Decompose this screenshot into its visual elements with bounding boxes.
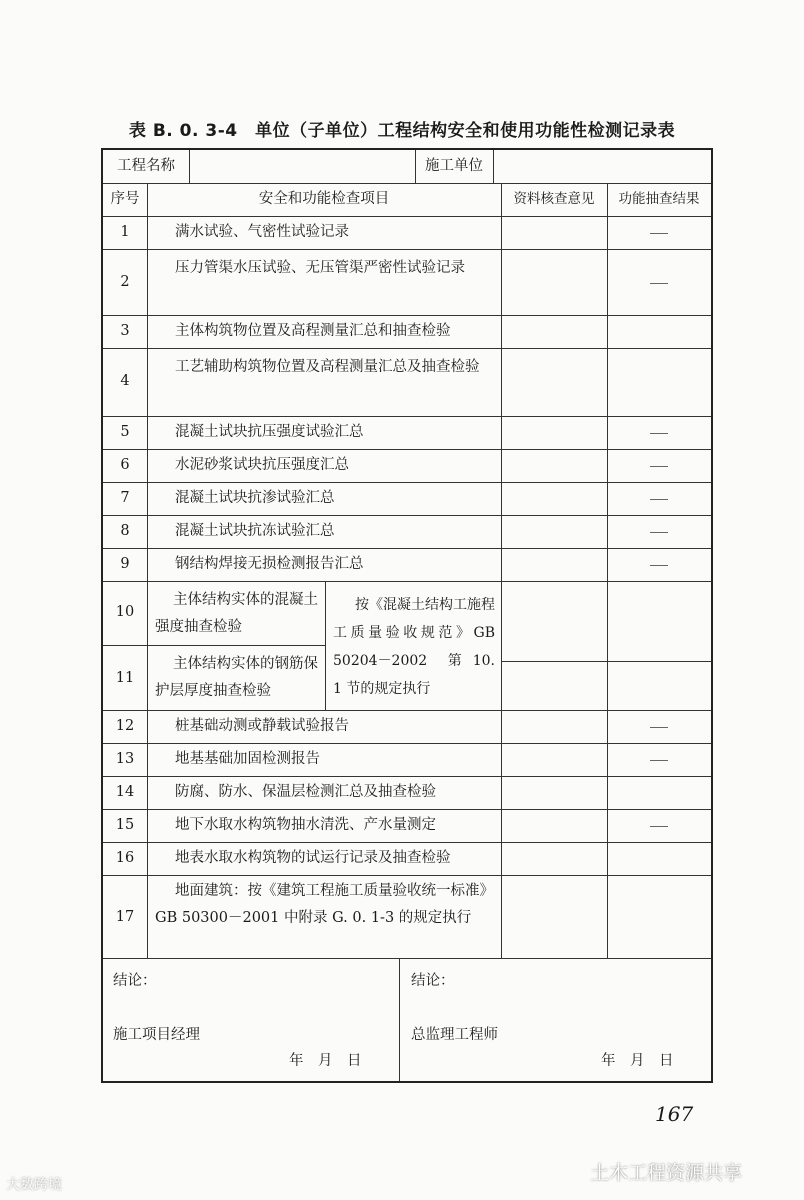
row-12-item: 桩基础动测或静载试验报告 [175, 718, 349, 734]
left-date-label: 年 月 日 [289, 1053, 362, 1069]
project-name-label: 工程名称 [117, 158, 175, 174]
right-conclusion-label: 结论： [411, 973, 455, 989]
left-conclusion-label: 结论： [113, 973, 157, 989]
row-13-dash [650, 760, 668, 761]
record-table [101, 148, 713, 1083]
col-seq-header: 序号 [110, 191, 140, 207]
row-15-no: 15 [115, 817, 135, 833]
contractor-label: 施工单位 [425, 158, 483, 174]
row-12-no: 12 [115, 718, 135, 734]
row-8-item: 混凝土试块抗冻试验汇总 [175, 523, 335, 539]
row-11-item: 主体结构实体的钢筋保护层厚度抽查检验 [155, 656, 318, 699]
row-3-no: 3 [120, 323, 130, 339]
row-7-no: 7 [120, 490, 130, 506]
row-2-no: 2 [120, 274, 130, 290]
left-signer-label: 施工项目经理 [113, 1027, 200, 1043]
row-10-item: 主体结构实体的混凝土强度抽查检验 [155, 592, 318, 635]
row-13-item: 地基基础加固检测报告 [175, 751, 320, 767]
row-6-item: 水泥砂浆试块抗压强度汇总 [175, 457, 349, 473]
right-date-label: 年 月 日 [601, 1053, 674, 1069]
right-signer-label: 总监理工程师 [411, 1027, 498, 1043]
row-8-no: 8 [120, 523, 130, 539]
col-doc-review-header: 资料核查意见 [513, 191, 595, 207]
row-5-item: 混凝土试块抗压强度试验汇总 [175, 424, 364, 440]
table-title: 表 B. 0. 3-4 单位（子单位）工程结构安全和使用功能性检测记录表 [128, 121, 676, 141]
row-9-item: 钢结构焊接无损检测报告汇总 [175, 556, 364, 572]
watermark-left: 大数跨境 [6, 1177, 62, 1193]
row-12-dash [650, 727, 668, 728]
row-16-item: 地表水取水构筑物的试运行记录及抽查检验 [175, 850, 451, 866]
row-15-item: 地下水取水构筑物抽水清洗、产水量测定 [175, 817, 436, 833]
row-17-no: 17 [115, 909, 135, 925]
row-5-no: 5 [120, 424, 130, 440]
row-16-no: 16 [115, 850, 135, 866]
row-9-dash [650, 565, 668, 566]
row-7-dash [650, 499, 668, 500]
row-4-no: 4 [120, 373, 130, 389]
row-6-dash [650, 466, 668, 467]
row-3-item: 主体构筑物位置及高程测量汇总和抽查检验 [175, 323, 451, 339]
col-item-header: 安全和功能检查项目 [258, 191, 390, 207]
row-1-item: 满水试验、气密性试验记录 [175, 224, 349, 240]
row-1-dash [650, 233, 668, 234]
row-7-item: 混凝土试块抗渗试验汇总 [175, 490, 335, 506]
row-2-dash [650, 283, 668, 284]
row-1-no: 1 [120, 224, 130, 240]
row-17-item: 地面建筑：按《建筑工程施工质量验收统一标准》GB 50300－2001 中附录 G. 0. 1-3 的规定执行 [155, 883, 494, 926]
row-9-no: 9 [120, 556, 130, 572]
row-14-no: 14 [115, 784, 135, 800]
row-13-no: 13 [115, 751, 135, 767]
row-14-item: 防腐、防水、保温层检测汇总及抽查检验 [175, 784, 436, 800]
merged-spec-note: 按《混凝土结构工施程工质量验收规范》GB 50204－2002 第 10. 1 节的规定执行 [333, 597, 509, 697]
row-4-item: 工艺辅助构筑物位置及高程测量汇总及抽查检验 [175, 359, 480, 375]
row-2-item: 压力管渠水压试验、无压管渠严密性试验记录 [175, 260, 465, 276]
page-number: 167 [655, 1102, 694, 1126]
row-8-dash [650, 532, 668, 533]
row-5-dash [650, 433, 668, 434]
watermark-right: 土木工程资源共享 [590, 1162, 743, 1184]
row-6-no: 6 [120, 457, 130, 473]
row-10-no: 10 [115, 604, 135, 620]
row-15-dash [650, 826, 668, 827]
row-11-no: 11 [115, 670, 135, 686]
col-sample-result-header: 功能抽查结果 [618, 191, 700, 207]
